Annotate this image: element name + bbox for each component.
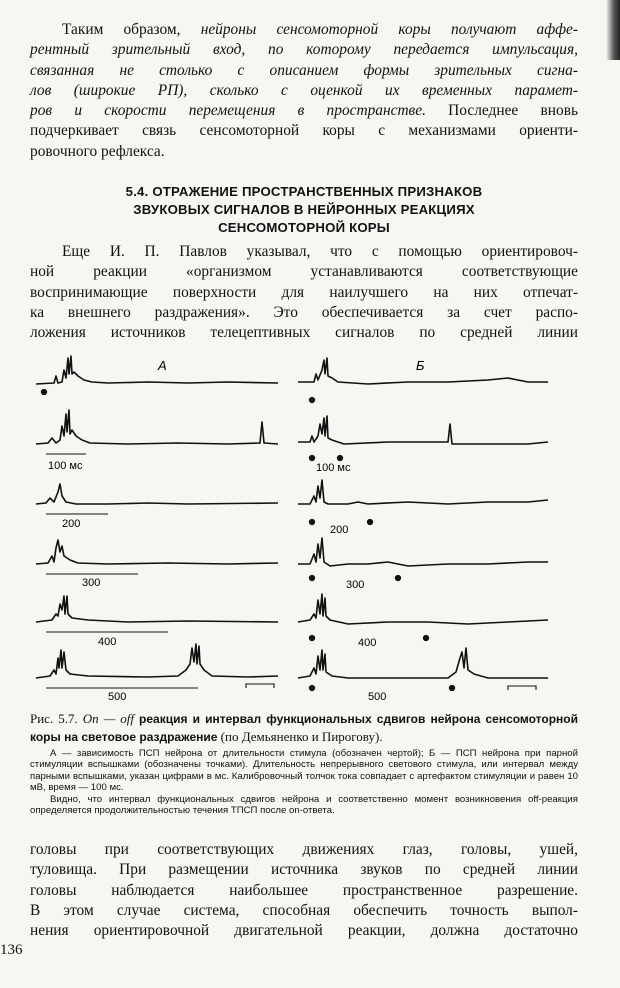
- flash-dot: [309, 685, 314, 690]
- flash-dot: [423, 635, 428, 640]
- figure-caption: [30, 710, 578, 746]
- trace-a-5: [36, 596, 278, 622]
- page-number: 136: [0, 942, 23, 958]
- figure-notes: [30, 748, 578, 816]
- label-a-400: 400: [98, 636, 117, 648]
- emphasis-text: связанная не столько с описанием формы зрительных сигна-: [30, 61, 578, 79]
- para2-line-4: ка внешнего раздражения». Это обеспечивается за счет распо-: [30, 303, 578, 321]
- emphasis-text: рентный зрительный вход, по которому передается импульсация,: [30, 41, 578, 59]
- flash-dot: [337, 455, 342, 460]
- para1-line-3: [30, 61, 578, 81]
- emphasis-text: нейроны сенсомоторной коры получают аффе-: [200, 21, 579, 38]
- flash-dot: [309, 575, 314, 580]
- label-a-300: 300: [82, 577, 101, 589]
- plain-text: ровочного рефлекса.: [30, 142, 165, 160]
- trace-a-4: [36, 540, 278, 564]
- flash-dot: [309, 455, 314, 460]
- label-b-500: 500: [368, 691, 387, 702]
- trace-b-4: [298, 538, 548, 566]
- flash-dot: [395, 575, 400, 580]
- label-b-300: 300: [346, 579, 365, 591]
- caption-onoff: On — off: [82, 711, 135, 726]
- para1-line-4: [30, 81, 578, 101]
- para1-line-2: [30, 40, 578, 60]
- emphasis-text: ров и скорости перемещения в пространстве.: [30, 102, 426, 120]
- label-a-500: 500: [108, 691, 127, 702]
- flash-dot: [367, 519, 372, 524]
- note-2: Видно, что интервал функциональных сдвигов нейрона и соответственно момент возникновения off-реакция определяется продолжительностью течения ТПСП после on-ответа.: [30, 793, 578, 817]
- trace-a-2: [36, 410, 278, 444]
- label-a-100: 100 мс: [48, 460, 83, 472]
- label-b-100: 100 мс: [316, 462, 351, 474]
- calibration-mark-a: [246, 684, 274, 688]
- para1-line-7: [30, 142, 578, 162]
- caption-prefix: Рис. 5.7.: [30, 711, 78, 726]
- heading-line-1: 5.4. ОТРАЖЕНИЕ ПРОСТРАНСТВЕННЫХ ПРИЗНАКОВ: [125, 184, 483, 199]
- flash-dot: [449, 685, 454, 690]
- section-heading: [30, 183, 578, 237]
- paragraph-pavlov: [30, 242, 578, 343]
- para1-line-6: [30, 121, 578, 141]
- para1-line-5: [30, 101, 578, 121]
- flash-dot: [309, 635, 314, 640]
- heading-line-2: ЗВУКОВЫХ СИГНАЛОВ В НЕЙРОННЫХ РЕАКЦИЯХ: [133, 202, 475, 217]
- para2-line-2: ной реакции «организмом устанавливаются соответствующие: [30, 263, 578, 281]
- plain-text: Таким образом,: [62, 21, 201, 38]
- heading-line-3: СЕНСОМОТОРНОЙ КОРЫ: [218, 220, 390, 235]
- para2-line-3: воспринимающие поверхности для наилучшего на них отпечат-: [30, 283, 578, 301]
- flash-dot: [309, 519, 314, 524]
- label-b-400: 400: [358, 637, 377, 649]
- paragraph-intro: [30, 20, 578, 162]
- scan-edge-shadow: [606, 0, 620, 60]
- trace-b-6: [298, 648, 548, 678]
- para3-line-3: головы наблюдается наибольшее пространственное разрешение.: [30, 881, 578, 899]
- para3-line-1: головы при соответствующих движениях глаз, головы, ушей,: [30, 841, 578, 858]
- flash-dot: [309, 397, 314, 402]
- panel-label-a: А: [158, 358, 167, 373]
- trace-a-3: [36, 484, 278, 504]
- paragraph-continuation: [30, 840, 578, 941]
- plain-text: Последнее вновь: [425, 102, 578, 120]
- para3-line-5: нения ориентировочной двигательной реакции, должна достаточно: [30, 922, 578, 940]
- label-b-200: 200: [330, 524, 349, 536]
- para1-line-1: [30, 20, 578, 40]
- caption-tail: (по Демьяненко и Пирогову).: [220, 729, 383, 744]
- panel-label-b: Б: [416, 358, 425, 373]
- trace-a-6: [36, 644, 278, 678]
- para2-line-1: Еще И. П. Павлов указывал, что с помощью ориентировоч-: [62, 243, 578, 260]
- emphasis-text: лов (широкие РП), сколько с оценкой их временных парамет-: [30, 81, 578, 99]
- trace-a-1: [36, 356, 278, 384]
- para2-line-5: ложения источников телецептивных сигналов по средней линии: [30, 324, 578, 342]
- para3-line-4: В этом случае система, способная обеспечить точность выпол-: [30, 901, 578, 919]
- flash-dot: [41, 389, 46, 394]
- para3-line-2: туловища. При размещении источника звуков по средней линии: [30, 861, 578, 879]
- calibration-mark-b: [508, 686, 536, 690]
- trace-b-5: [298, 594, 548, 624]
- trace-b-3: [298, 480, 548, 504]
- trace-b-2: [298, 416, 548, 444]
- figure-5-7: [28, 352, 580, 702]
- plain-text: подчеркивает связь сенсомоторной коры с механизмами ориенти-: [30, 122, 578, 140]
- note-1: А — зависимость ПСП нейрона от длительности стимула (обозначен чертой); Б — ПСП нейрона при парной стимуляции вспышками (обозначены точками). Длительность непрерывного светового стимула, или интервал между парными вспышками, указан цифрами в мс. Калибровочный толчок тока совпадает с артефактом стимуляции и равен 10 мВ, время — 100 мс.: [30, 748, 578, 794]
- caption-bold: реакция и интервал функциональных сдвигов нейрона сенсомоторной коры на световое раздражение: [30, 712, 579, 744]
- label-a-200: 200: [62, 518, 81, 530]
